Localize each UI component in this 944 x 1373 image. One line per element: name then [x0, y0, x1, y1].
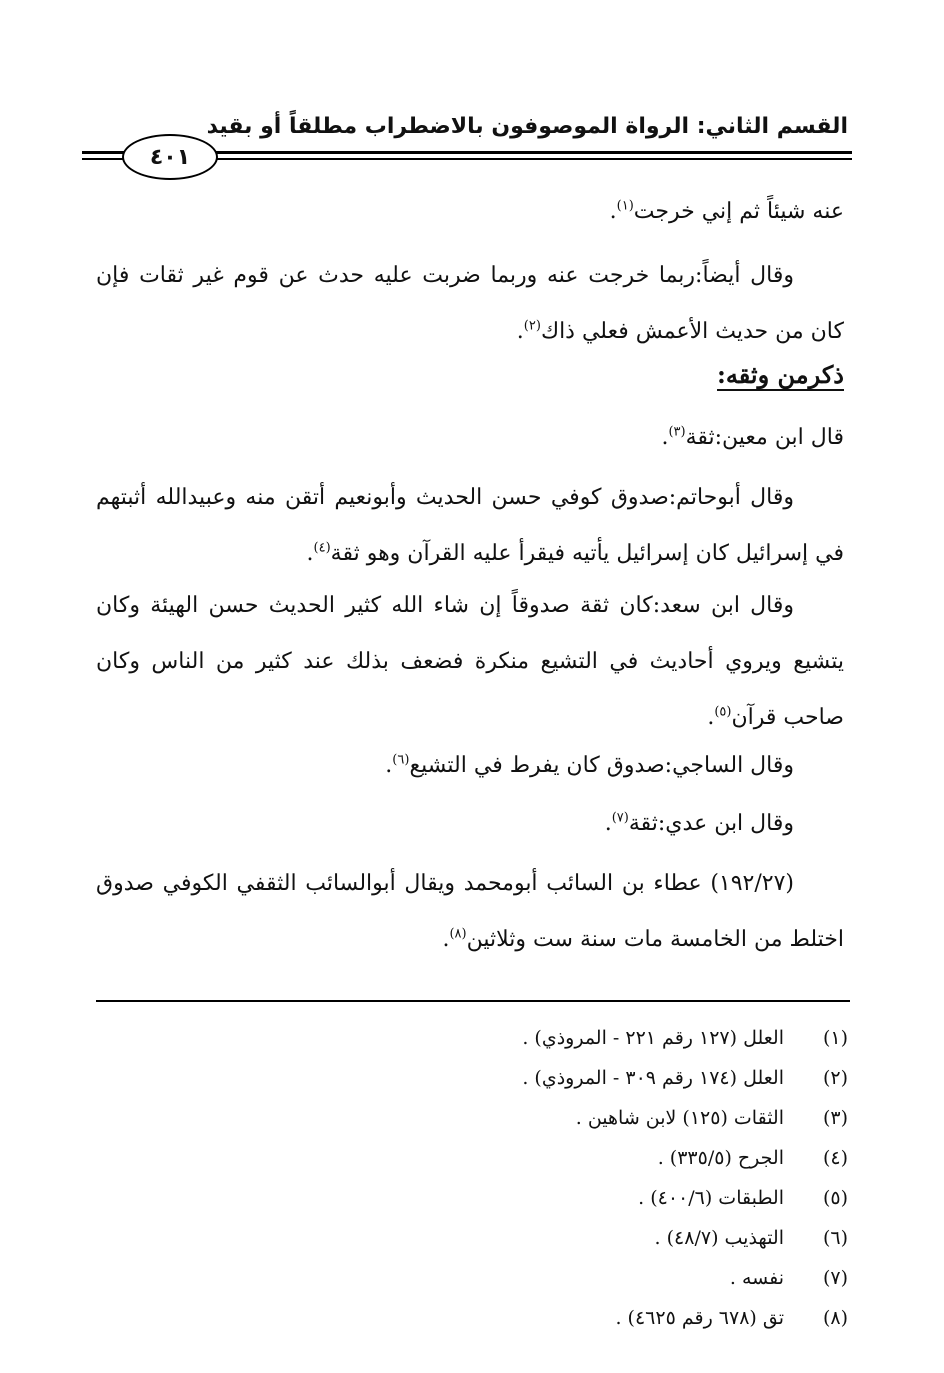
paragraph-6: وقال الساجي:صدوق كان يفرط في التشيع$^{(٦)}$. [385, 752, 794, 778]
footnote-number: (٧) [822, 1267, 848, 1289]
footnote-number: (٢) [822, 1067, 848, 1089]
paragraph-1: عنه شيئاً ثم إني خرجت$^{(١)}$. [609, 198, 844, 224]
paragraph-1-text: عنه شيئاً ثم إني خرجت [633, 199, 844, 224]
footnote-text: الثقات (١٢٥) لابن شاهين . [575, 1107, 784, 1129]
footnote-ref-1[interactable]: (١) [616, 198, 634, 214]
footnote-text: العلل (١٧٤ رقم ٣٠٩ - المروذي) . [522, 1067, 784, 1089]
footnote-number: (٨) [822, 1307, 848, 1329]
footnote-number: (٦) [822, 1227, 848, 1249]
footnote-number: (١) [822, 1027, 848, 1049]
footnote-number: (٣) [822, 1107, 848, 1129]
running-header-title: القسم الثاني: الرواة الموصوفون بالاضطراب مطلقاً أو بقيد [206, 114, 848, 139]
footnote-item [88, 1298, 848, 1338]
paragraph-8: (١٩٢/٢٧) عطاء بن السائب أبومحمد ويقال أبوالسائب الثقفي الكوفي صدوق اختلط من الخامسة مات سنة ست وثلاثين$^{(٨)}$. [96, 871, 844, 952]
footnote-ref-6[interactable]: (٦) [392, 752, 410, 768]
paragraph-7-text: وقال ابن عدي:ثقة [628, 811, 794, 836]
footnote-item [88, 1178, 848, 1218]
footnote-text: الجرح (٣٣٥/٥) . [657, 1147, 784, 1169]
paragraph-5: وقال ابن سعد:كان ثقة صدوقاً إن شاء الله كثير الحديث حسن الهيئة وكان يتشيع ويروي أحاديث في التشيع منكرة فضعف بذلك عند كثير من الناس وكان صاحب قرآن$^{(٥)}$. [96, 593, 844, 730]
footnote-item [88, 1138, 848, 1178]
paragraph-2: وقال أيضاً:ربما خرجت عنه وربما ضربت عليه حدث عن قوم غير ثقات فإن كان من حديث الأعمش فعلي ذاك$^{(٢)}$. [96, 263, 844, 344]
footnote-ref-8[interactable]: (٨) [449, 926, 467, 942]
footnote-text: تق (٦٧٨ رقم ٤٦٢٥) . [615, 1307, 784, 1329]
footnote-item [88, 1058, 848, 1098]
paragraph-2-text: وقال أيضاً:ربما خرجت عنه وربما ضربت عليه حدث عن قوم غير ثقات فإن كان من حديث الأعمش فعلي ذاك [96, 263, 844, 344]
paragraph-4: وقال أبوحاتم:صدوق كوفي حسن الحديث وأبونعيم أتقن منه وعبيدالله أثبتهم في إسرائيل كان إسرائيل يأتيه فيقرأ عليه القرآن وهو ثقة$^{(٤)}$. [96, 485, 844, 566]
paragraph-8-text: (١٩٢/٢٧) عطاء بن السائب أبومحمد ويقال أبوالسائب الثقفي الكوفي صدوق اختلط من الخامسة مات سنة ست وثلاثين [96, 871, 844, 952]
footnote-text: التهذيب (٤٨/٧) . [654, 1227, 784, 1249]
paragraph-5-text: وقال ابن سعد:كان ثقة صدوقاً إن شاء الله كثير الحديث حسن الهيئة وكان يتشيع ويروي أحاديث في التشيع منكرة فضعف بذلك عند كثير من الناس وكان صاحب قرآن [96, 593, 844, 730]
section-heading: ذكرمن وثقه: [717, 360, 844, 389]
footnote-item [88, 1258, 848, 1298]
footnote-ref-5[interactable]: (٥) [714, 704, 732, 720]
page-number: ٤٠١ [122, 134, 218, 180]
paragraph-3: قال ابن معين:ثقة$^{(٣)}$. [661, 424, 844, 450]
footnote-ref-7[interactable]: (٧) [611, 810, 629, 826]
paragraph-3-text: قال ابن معين:ثقة [685, 425, 844, 450]
footnote-separator [96, 1000, 850, 1002]
footnote-ref-4[interactable]: (٤) [313, 540, 331, 556]
footnote-text: نفسه . [729, 1267, 784, 1289]
footnote-ref-2[interactable]: (٢) [523, 318, 541, 334]
paragraph-6-text: وقال الساجي:صدوق كان يفرط في التشيع [409, 753, 794, 778]
footnote-item [88, 1098, 848, 1138]
footnote-item [88, 1218, 848, 1258]
paragraph-7: وقال ابن عدي:ثقة$^{(٧)}$. [604, 810, 794, 836]
footnote-item [88, 1018, 848, 1058]
footnotes-list [88, 1018, 848, 1338]
footnote-ref-3[interactable]: (٣) [668, 424, 686, 440]
footnote-number: (٤) [822, 1147, 848, 1169]
footnote-text: العلل (١٢٧ رقم ٢٢١ - المروذي) . [522, 1027, 784, 1049]
footnote-text: الطبقات (٤٠٠/٦) . [638, 1187, 784, 1209]
footnote-number: (٥) [822, 1187, 848, 1209]
paragraph-4-text: وقال أبوحاتم:صدوق كوفي حسن الحديث وأبونعيم أتقن منه وعبيدالله أثبتهم في إسرائيل كان إسرائيل يأتيه فيقرأ عليه القرآن وهو ثقة [96, 485, 844, 566]
